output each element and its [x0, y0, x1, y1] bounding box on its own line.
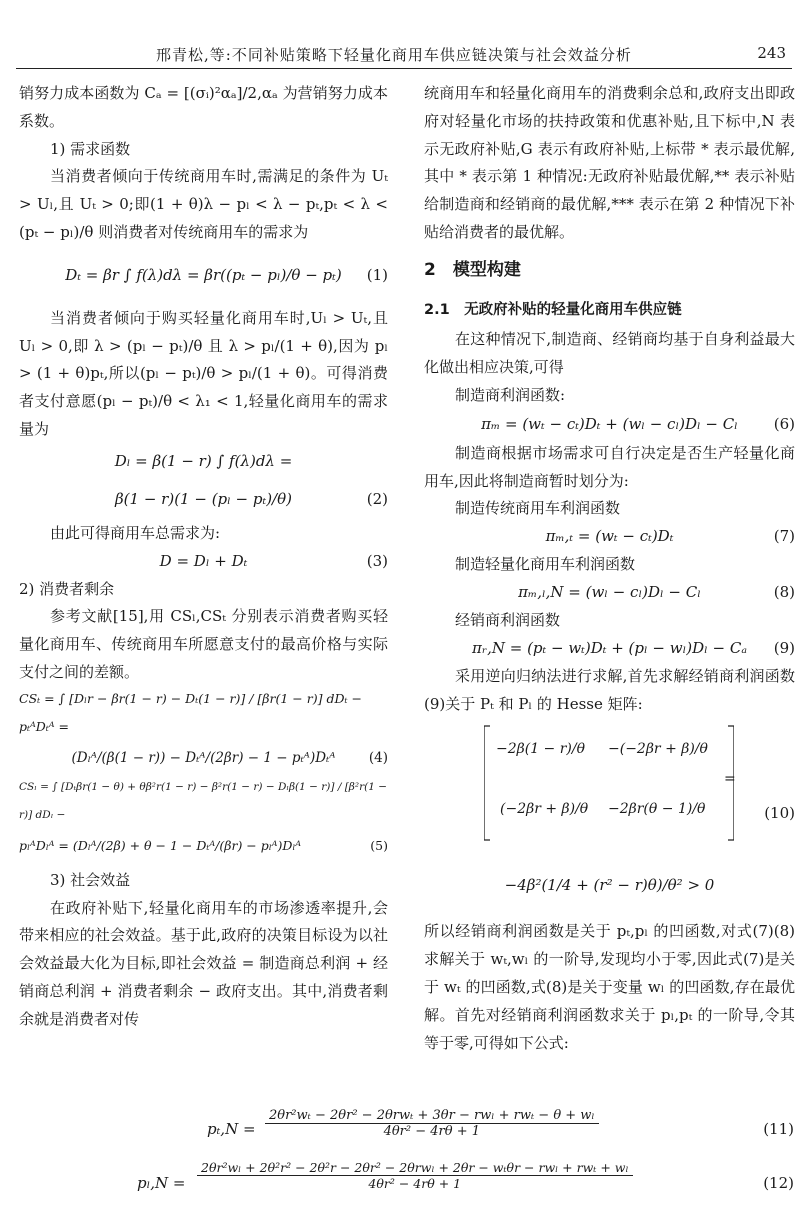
paragraph: 统商用车和轻量化商用车的消费剩余总和,政府支出即政府对轻量化市场的扶持政策和优惠补贴,且下标中,N 表示无政府补贴,G 表示有政府补贴,上标带 * 表示最优解,其中 * 表示第 1 种情况:无政府补贴最优解,** 表示补贴给制造商和经销商的最优解,*** 表示在第 2 种情况下补贴给消费者的最优解。 — [424, 84, 795, 241]
matrix-equals: = — [724, 771, 736, 788]
equation-number: (2) — [366, 489, 388, 508]
paragraph: 在政府补贴下,轻量化商用车的市场渗透率提升,会带来相应的社会效益。基于此,政府的决策目标设为以社会效益最大化为目标,即社会效益 = 制造商总利润 + 经销商总利润 + 消费者剩余 − 政府支出。其中,消费者剩余就是消费者对传 — [19, 898, 388, 1028]
equation-5-line-2 — [19, 825, 388, 867]
equation-fraction — [265, 1108, 599, 1139]
paragraph: 由此可得商用车总需求为: — [50, 523, 221, 542]
paragraph: 在这种情况下,制造商、经销商均基于自身利益最大化做出相应决策,可得 — [424, 330, 795, 377]
subsection-heading-demand: 1) 需求函数 — [50, 139, 131, 158]
equation-2-line-1 — [19, 444, 388, 480]
paragraph: 所以经销商利润函数是关于 pₜ,pₗ 的凹函数,对式(7)(8)求解关于 wₜ,wₗ 的一阶导,发现均小于零,因此式(7)是关于 wₜ 的凹函数,式(8)是关于变量 wₗ 的凹函数,存在最优解。首先对经销商利润函数求关于 pₗ,pₜ 的一阶导,令其等于零,可得如下公式: — [424, 922, 795, 1052]
label-dealer-profit: 经销商利润函数 — [455, 610, 561, 629]
matrix-cell-11: −2β(1 − r)/θ — [496, 741, 586, 758]
equation-body: πᵣ,N = (pₜ − wₜ)Dₜ + (pₗ − wₗ)Dₗ − Cₐ — [472, 638, 747, 657]
fraction-denominator: 4θr² − 4rθ + 1 — [383, 1124, 480, 1139]
equation-number: (12) — [763, 1174, 794, 1192]
equation-body: πₘ = (wₜ − cₜ)Dₜ + (wₗ − cₗ)Dₗ − Cₗ — [481, 414, 738, 433]
equation-number: (7) — [773, 527, 795, 546]
equation-11 — [19, 1108, 794, 1154]
equation-body: Dₜ = βr ∫ f(λ)dλ = βr((pₜ − pₗ)/θ − pₜ) — [65, 265, 342, 284]
equation-body: CSₗ = ∫ [Dₜβr(1 − θ) + θβ²r(1 − r) − β²r(1 − r) − Dₗβ(1 − r)] / [β²r(1 − r)] dDₗ − — [19, 780, 388, 821]
equation-10-determinant — [424, 854, 795, 918]
equation-7 — [424, 523, 795, 551]
subsection-heading-surplus: 2) 消费者剩余 — [19, 579, 115, 598]
label-lightweight-profit: 制造轻量化商用车利润函数 — [455, 555, 636, 574]
equation-body: pₗᴬDₗᴬ = (Dₗᴬ/(2β) + θ − 1 − Dₜᴬ/(βr) − pₗᴬ)Dₗᴬ — [19, 837, 302, 853]
paragraph: 制造商根据市场需求可自行决定是否生产轻量化商用车,因此将制造商暂时划分为: — [424, 443, 795, 490]
label-manufacturer-profit: 制造商利润函数: — [455, 385, 566, 404]
equation-4-line-1 — [19, 687, 388, 739]
equation-body: πₘ,ₗ,N = (wₗ − cₗ)Dₗ − Cₗ — [518, 583, 701, 602]
fraction-denominator: 4θr² − 4rθ + 1 — [368, 1176, 462, 1191]
matrix-cell-21: (−2βr + β)/θ — [500, 801, 589, 818]
equation-number: (1) — [366, 265, 388, 284]
label-traditional-profit: 制造传统商用车利润函数 — [455, 499, 621, 518]
matrix-cell-22: −2βr(θ − 1)/θ — [608, 801, 706, 818]
equation-body: −4β²(1/4 + (r² − r)θ)/θ² > 0 — [504, 876, 715, 895]
equation-3 — [19, 548, 388, 576]
paragraph: 采用逆向归纳法进行求解,首先求解经销商利润函数(9)关于 Pₜ 和 Pₗ 的 Hesse 矩阵: — [424, 666, 795, 713]
equation-number: (3) — [366, 551, 388, 570]
matrix-cell-12: −(−2βr + β)/θ — [608, 741, 708, 758]
running-title: 邢青松,等:不同补贴策略下轻量化商用车供应链决策与社会效益分析 — [156, 46, 632, 64]
equation-number: (11) — [763, 1120, 794, 1138]
equation-lhs: pₜ,N = — [207, 1120, 256, 1138]
header-rule — [16, 68, 792, 69]
equation-number: (6) — [773, 414, 795, 433]
equation-lhs: pₗ,N = — [137, 1174, 186, 1192]
section-heading: 2 模型构建 — [424, 259, 521, 280]
paragraph: 当消费者倾向于传统商用车时,需满足的条件为 Uₜ > Uₗ,且 Uₜ > 0;即(1 + θ)λ − pₗ < λ − pₜ,pₜ < λ < (pₜ − pₗ)/θ 则消费者对传统商用车的需求为 — [19, 167, 388, 241]
page-number: 243 — [757, 44, 786, 62]
page-header — [16, 0, 792, 66]
equation-4-line-2 — [19, 739, 388, 779]
equation-body: Dₗ = β(1 − r) ∫ f(λ)dλ = — [114, 451, 293, 470]
equation-body: D = Dₗ + Dₜ — [159, 551, 248, 570]
equation-9 — [424, 635, 795, 663]
paragraph: 参考文献[15],用 CSₗ,CSₜ 分别表示消费者购买轻量化商用车、传统商用车所愿意支付的最高价格与实际支付之间的差额。 — [19, 607, 388, 681]
right-column — [424, 80, 795, 1057]
equation-8 — [424, 579, 795, 607]
equation-number: (10) — [764, 804, 795, 823]
equation-number: (9) — [773, 638, 795, 657]
equation-body: CSₜ = ∫ [Dₗr − βr(1 − r) − Dₜ(1 − r)] / [βr(1 − r)] dDₜ − pₜᴬDₜᴬ = — [19, 690, 362, 734]
equation-5-line-1 — [19, 779, 388, 825]
subsection-heading-social: 3) 社会效益 — [50, 870, 131, 889]
fraction-numerator: 2θr²wₗ + 2θ²r² − 2θ²r − 2θr² − 2θrwₗ + 2θr − wₜθr − rwₗ + rwₜ + wₗ — [197, 1160, 633, 1176]
equation-number: (8) — [773, 583, 795, 602]
equation-number: (5) — [370, 837, 388, 853]
equation-body: (Dₗᴬ/(β(1 − r)) − Dₜᴬ/(2βr) − 1 − pₜᴬ)Dₜᴬ — [71, 749, 336, 766]
paragraph: 当消费者倾向于购买轻量化商用车时,Uₗ > Uₜ,且 Uₗ > 0,即 λ > (pₗ − pₜ)/θ 且 λ > pₗ/(1 + θ),因为 pₗ > (1 + θ)pₜ,所以(pₗ − pₜ)/θ > pₗ/(1 + θ)。可得消费者支付意愿(pₗ − pₜ)/θ < λ₁ < 1,轻量化商用车的需求量为 — [19, 308, 388, 438]
equation-fraction — [197, 1160, 633, 1191]
subsection-heading: 2.1 无政府补贴的轻量化商用车供应链 — [424, 301, 682, 318]
hesse-matrix — [424, 722, 795, 854]
equation-12 — [19, 1160, 794, 1210]
paragraph: 销努力成本函数为 Cₐ = [(σᵢ)²αₐ]/2,αₐ 为营销努力成本系数。 — [19, 84, 388, 130]
left-column — [19, 80, 388, 1034]
fraction-numerator: 2θr²wₜ − 2θr² − 2θrwₜ + 3θr − rwₗ + rwₜ − θ + wₗ — [265, 1108, 599, 1124]
equation-body: πₘ,ₜ = (wₜ − cₜ)Dₜ — [545, 527, 674, 546]
equation-6 — [424, 410, 795, 440]
equation-body: β(1 − r)(1 − (pₗ − pₜ)/θ) — [115, 489, 292, 508]
equation-2-line-2 — [19, 480, 388, 520]
equation-number: (4) — [368, 749, 388, 766]
equation-1 — [19, 247, 388, 305]
